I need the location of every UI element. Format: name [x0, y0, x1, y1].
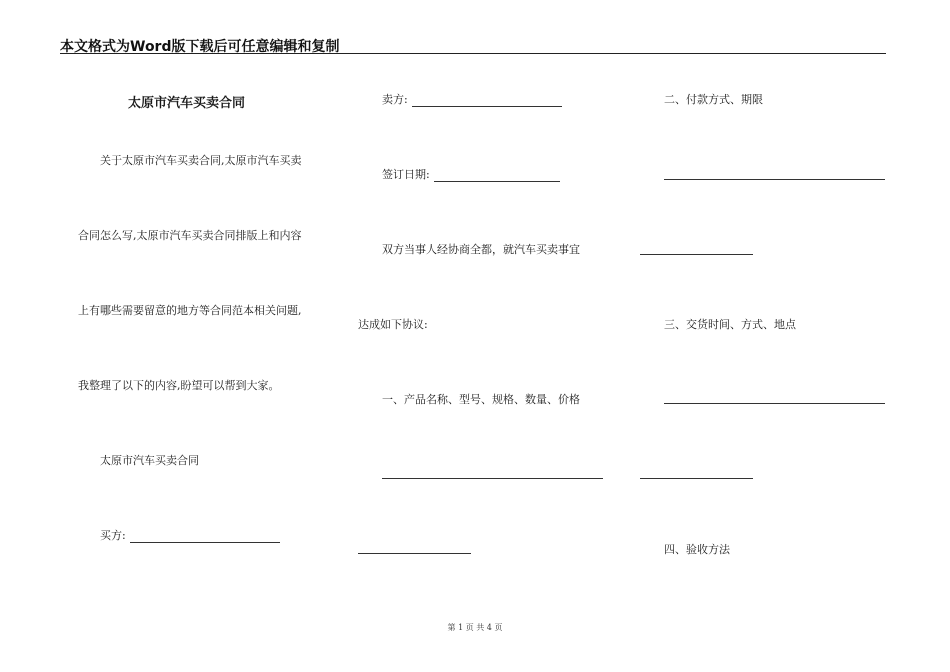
paragraph-line: 关于太原市汽车买卖合同,太原市汽车买卖 [100, 154, 302, 167]
paragraph-line: 上有哪些需要留意的地方等合同范本相关问题, [78, 304, 302, 317]
consensus-line: 双方当事人经协商全都，就汽车买卖事宜 [382, 243, 580, 256]
header-divider [60, 53, 886, 54]
agreement-line: 达成如下协议: [358, 318, 428, 331]
paragraph-line: 合同怎么写,太原市汽车买卖合同排版上和内容 [78, 229, 302, 242]
clause-3-heading: 三、交货时间、方式、地点 [664, 318, 796, 331]
buyer-label: 买方: [100, 529, 126, 542]
clause-2-blank-line-short [640, 254, 753, 255]
paragraph-line: 我整理了以下的内容,盼望可以帮到大家。 [78, 379, 280, 392]
clause-2-heading: 二、付款方式、期限 [664, 93, 763, 106]
sign-date-label: 签订日期: [382, 168, 430, 181]
sign-date-blank [434, 169, 560, 182]
sign-date-field [382, 168, 560, 182]
page-number: 第 1 页 共 4 页 [447, 623, 503, 632]
seller-field [382, 93, 562, 107]
seller-label: 卖方: [382, 93, 408, 106]
clause-1-heading: 一、产品名称、型号、规格、数量、价格 [382, 393, 580, 406]
clause-1-blank-line-short [358, 553, 471, 554]
clause-4-heading: 四、验收方法 [664, 543, 730, 556]
document-header: 本文格式为Word版下载后可任意编辑和复制 [60, 39, 340, 55]
clause-3-blank-line [664, 403, 885, 404]
buyer-field [100, 529, 280, 543]
document-title: 太原市汽车买卖合同 [128, 96, 246, 111]
buyer-blank [130, 530, 280, 543]
contract-subtitle: 太原市汽车买卖合同 [100, 454, 199, 467]
clause-2-blank-line [664, 179, 885, 180]
seller-blank [412, 94, 562, 107]
clause-3-blank-line-short [640, 478, 753, 479]
clause-1-blank-line [382, 478, 603, 479]
